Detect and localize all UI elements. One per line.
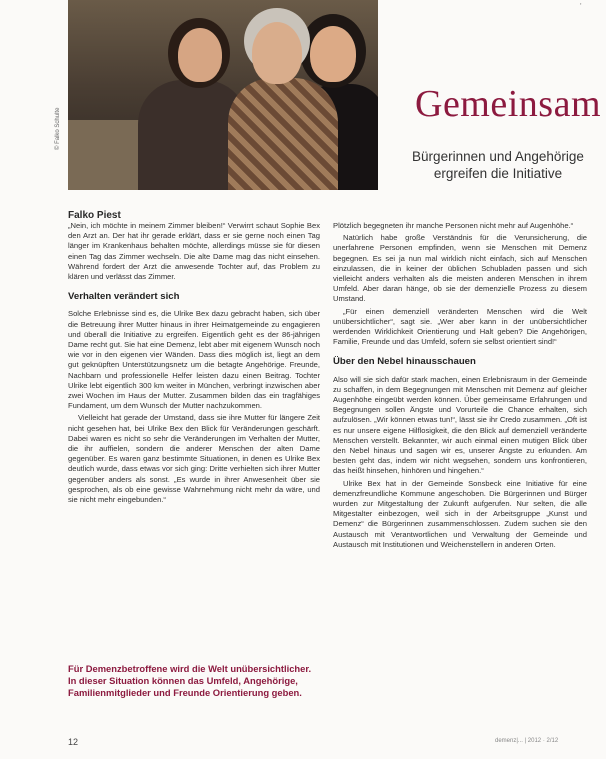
paragraph: Plötzlich begegneten ihr manche Personen nicht mehr auf Augenhöhe.“: [333, 221, 574, 230]
paragraph: Natürlich habe große Verständnis für die Verunsicherung, die unerfahrene Personen empfinden, wenn sie Menschen mit Demenz begegnen. Es sei ja nun mal wirklich nicht einfach, sich auf Menschen einzulassen, die in keiner der üblichen Schubladen passen und sich vielleicht anders verhalten als die meisten anderen Menschen in ihrem Umfeld. Aber daran hänge, ob sie der demenzielle Prozess zu diesem Umstand.: [333, 233, 587, 304]
footer-issue: demenz|... | 2012 · 2/12: [495, 738, 559, 744]
section-heading: Verhalten verändert sich: [68, 291, 180, 303]
page-number: 12: [68, 737, 79, 747]
author: Falko Piest: [68, 210, 121, 221]
paragraph: Ulrike Bex hat in der Gemeinde Sonsbeck eine Initiative für eine demenzfreundliche Kommune angeschoben. Die Bürgerinnen und Bürger wurden zur Mitgestaltung der Zukunft aufgerufen. Nur selten, die alle Mitgestalter einbezogen, weil sich in der Arbeitsgruppe „Kunst und Demenz“ die Bürgerinnen zusammenschlossen. Zudem suchen sie den Austausch mit Verantwortlichen und Verwaltung der Gemeinde und Austausch mit Institutionen und Weichenstellern in anderen Orten.: [333, 478, 587, 549]
paragraph: „Für einen demenziell veränderten Menschen wird die Welt unübersichtlicher“, sagt sie. „Wer aber kann in der unübersichtlicher werdenden Wirklichkeit Orientierung und Halt geben? Die Angehörigen, Familie, Freunde und das Umfeld, sofern sie selbst orientiert sind!“: [333, 306, 587, 347]
person-right-face: [310, 26, 356, 82]
section-heading: Über den Nebel hinausschauen: [333, 356, 476, 368]
person-left-face: [178, 28, 222, 82]
paragraph: Also will sie sich dafür stark machen, einen Erlebnisraum in der Gemeinde zu schaffen, in dem Begegnungen mit Menschen mit Demenz auf gleicher Augenhöhe eingeübt werden können. Über gemeinsame Erfahrungen und Begegnungen sollen Ängste und Vorurteile die Chance erhalten, sich aufzulösen. „Wir können etwas tun!“, lässt sie ihr Credo zusammen. „Oft ist es nur unsere eigene Hilflosigkeit, die den Blick auf demenziell veränderte Menschen verstellt. Bekannter, wir auch einmal einen mutigen Blick über den Nebel hinaus und sagen wir es, unserer Ängste zu erkunden. Am besten geht das, indem wir nicht wegsehen, sondern uns konfrontieren, das heißt hinsehen, hinhören und hingehen.“: [333, 374, 587, 476]
paragraph: Solche Erlebnisse sind es, die Ulrike Bex dazu gebracht haben, sich über die Betreuung ihrer Mutter hinaus in ihrer Heimatgemeinde zu engagieren und überall die Initiative zu ergreifen. Eigentlich geht es der 86-jährigen Dame recht gut. Sie hat eine Demenz, lebt aber mit eigenem Wunsch noch wie vor in den eigenen vier Wänden. Dass dies möglich ist, liegt an dem gut geknüpften Unterstützungsnetz um die betagte Angehörige. Freunde, Nachbarn und professionelle Helfer leisten dazu einen Beitrag. Tochter Ulrike lebt eigentlich 300 km weiter in München, verbringt inzwischen aber zwei Wochen im Haus der Mutter. Zusammen bilden das ein tragfähiges Fundament, um dem Wunsch der Mutter nachzukommen.: [68, 309, 320, 411]
photo-credit: © Falko Schulte: [55, 107, 61, 150]
pull-quote: Für Demenzbetroffene wird die Welt unübersichtlicher. In dieser Situation können das Umfeld, Angehörige, Familienmitglieder und Freunde Orientierung geben.: [68, 663, 312, 698]
paragraph: „Nein, ich möchte in meinem Zimmer bleiben!“ Verwirrt schaut Sophie Bex den Arzt an. Der hat ihr gerade erklärt, dass er sie gerne noch einen Tag länger im Krankenhaus behalten möchte, allerdings müsse sie für diesen einen Tag das Zimmer wechseln. Die alte Dame mag das nicht einsehen. Während fordert der Arzt die anwesende Tochter auf, das Problem zu klären und verlässt das Zimmer.: [68, 221, 320, 282]
paragraph: Vielleicht hat gerade der Umstand, dass sie ihre Mutter für längere Zeit nicht gesehen hat, bei Ulrike Bex den Blick für Veränderungen geschärft. Dabei waren es nicht so sehr die Veränderungen im Verhalten der Mutter, die ihr auffielen, sondern die anderer Menschen der alten Dame gegenüber. Es waren ganz bestimmte Situationen, in denen es Ulrike Bex deutlich wurde, dass etwas vor sich ging: Dritte verhielten sich ihrer Mutter gegenüber anders als sonst. „Es wurde in ihrer Anwesenheit über sie gesprochen, als ob eine gewisse Wahrnehmung nicht mehr da wäre, und sie nicht mehr eingebunden.“: [68, 413, 320, 505]
column-left: [68, 221, 320, 507]
column-right: [333, 221, 587, 552]
person-middle-face: [252, 22, 302, 84]
person-middle-body: [228, 78, 338, 190]
article-title: Gemeinsam: [415, 83, 602, 125]
article-subtitle: Bürgerinnen und Angehörige ergreifen die Initiative: [412, 149, 584, 181]
photo: [68, 0, 378, 190]
corner-mark: ': [580, 2, 582, 11]
